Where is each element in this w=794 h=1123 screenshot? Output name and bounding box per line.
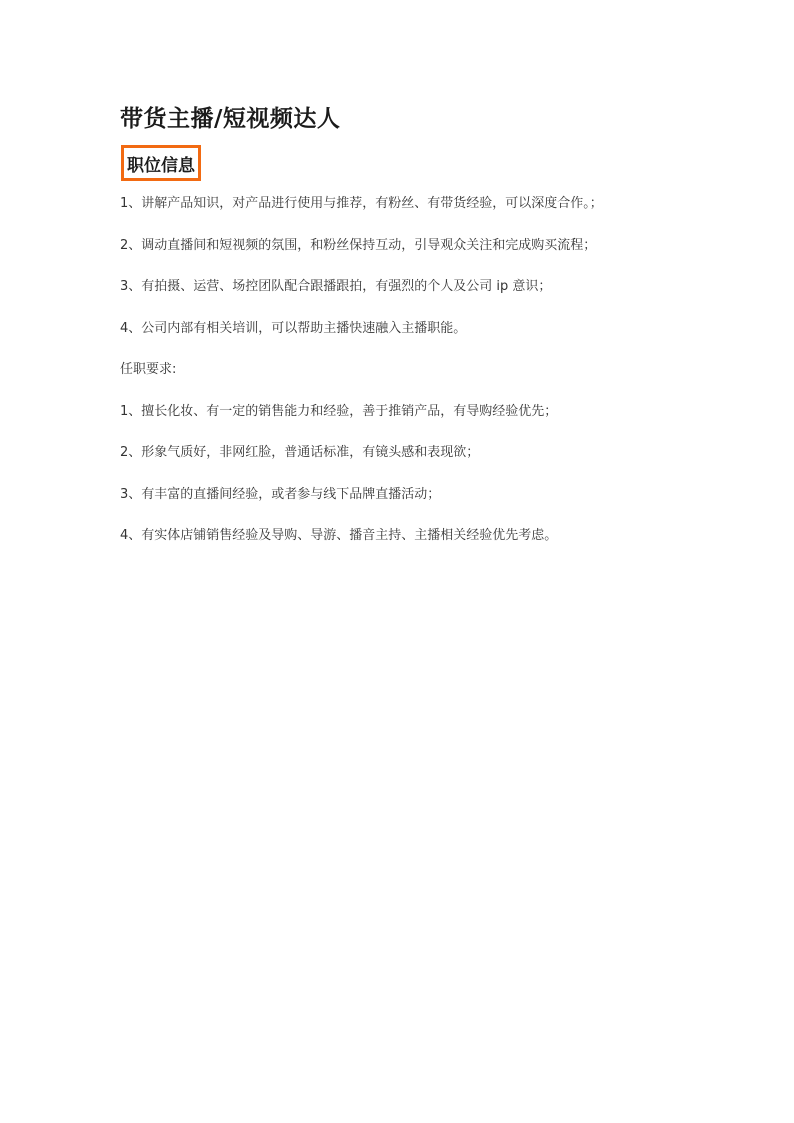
duty-item: 3、有拍摄、运营、场控团队配合跟播跟拍，有强烈的个人及公司 ip 意识； (120, 279, 552, 294)
job-title: 带货主播/短视频达人 (120, 106, 341, 132)
requirement-item: 2、形象气质好，非网红脸，普通话标准，有镜头感和表现欲； (120, 445, 480, 460)
requirements-heading: 任职要求: (120, 362, 177, 377)
requirement-item: 3、有丰富的直播间经验，或者参与线下品牌直播活动； (120, 487, 441, 502)
requirement-item: 1、擅长化妆、有一定的销售能力和经验，善于推销产品，有导购经验优先； (120, 404, 558, 419)
requirement-item: 4、有实体店铺销售经验及导购、导游、播音主持、主播相关经验优先考虑。 (120, 528, 558, 543)
section-label-job-info: 职位信息 (121, 145, 201, 181)
duty-item: 1、讲解产品知识，对产品进行使用与推荐，有粉丝、有带货经验，可以深度合作。； (120, 196, 603, 211)
duty-item: 2、调动直播间和短视频的氛围，和粉丝保持互动，引导观众关注和完成购买流程； (120, 238, 597, 253)
duty-item: 4、公司内部有相关培训，可以帮助主播快速融入主播职能。 (120, 321, 467, 336)
